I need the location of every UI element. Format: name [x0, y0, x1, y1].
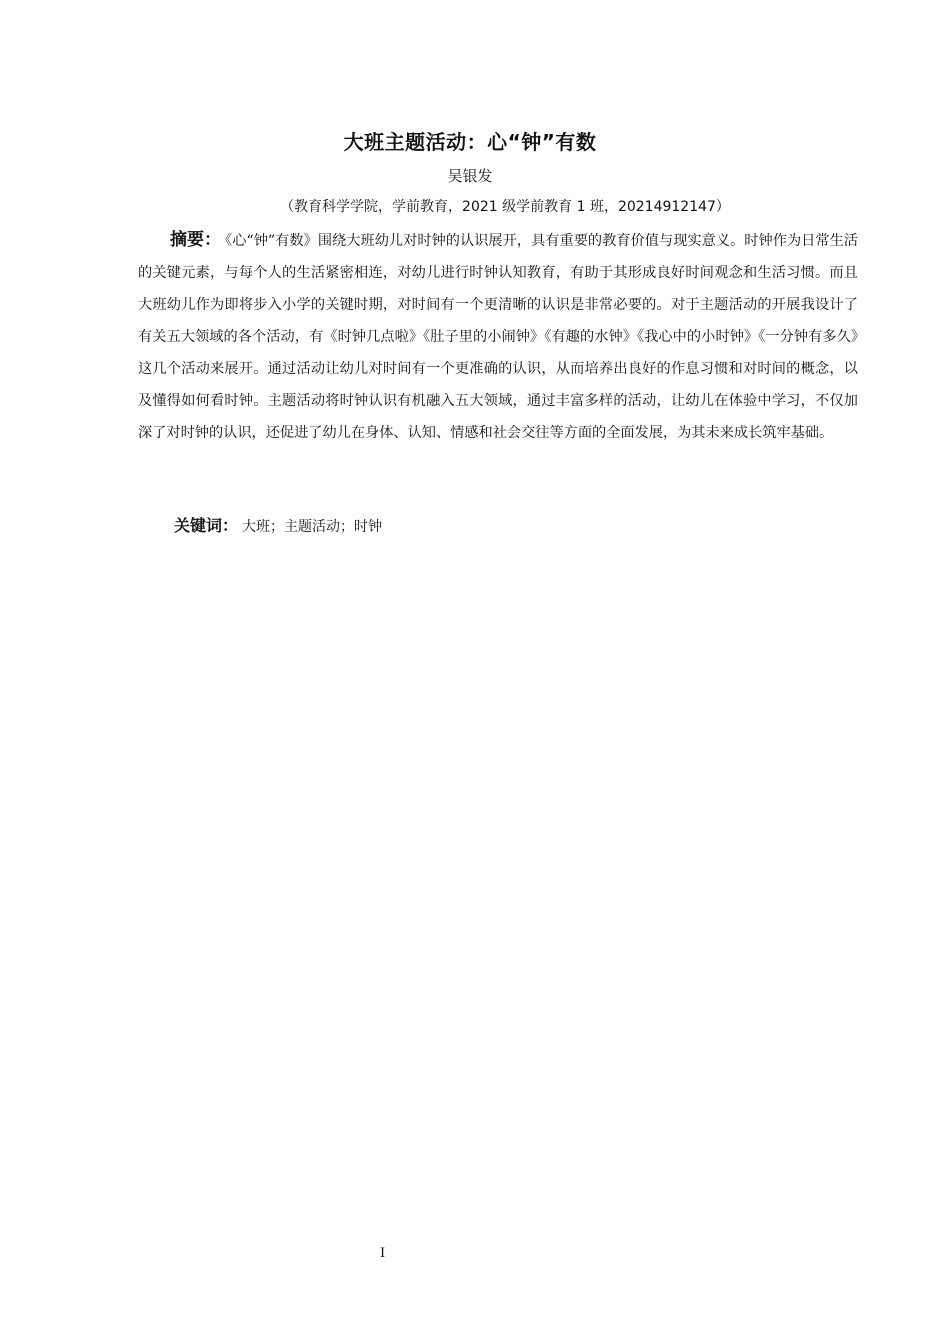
page-number: I: [380, 1246, 386, 1261]
author-affiliation: （教育科学学院，学前教育，2021 级学前教育 1 班，20214912147）: [280, 199, 730, 215]
keywords-line: [174, 512, 382, 541]
abstract-paragraph: [138, 224, 858, 449]
keywords-text: 大班；主题活动；时钟: [242, 519, 383, 535]
keywords-label: 关键词：: [174, 516, 239, 535]
abstract-text: 《心“钟”有数》围绕大班幼儿对时钟的认识展开，具有重要的教育价值与现实意义。时钟作为日常生活的关键元素，与每个人的生活紧密相连，对幼儿进行时钟认知教育，有助于其形成良好时间观念和生活习惯。而且大班幼儿作为即将步入小学的关键时期，对时间有一个更清晰的认识是非常必要的。对于主题活动的开展我设计了有关五大领域的各个活动，有《时钟几点啦》《肚子里的小闹钟》《有趣的水钟》《我心中的小时钟》《一分钟有多久》这几个活动来展开。通过活动让幼儿对时间有一个更准确的认识，从而培养出良好的作息习惯和对时间的概念，以及懂得如何看时钟。主题活动将时钟认识有机融入五大领域，通过丰富多样的活动，让幼儿在体验中学习，不仅加深了对时钟的认识，还促进了幼儿在身体、认知、情感和社会交往等方面的全面发展，为其未来成长筑牢基础。: [138, 233, 858, 441]
abstract-label: 摘要：: [170, 230, 222, 250]
author-name: 吴银发: [447, 167, 493, 185]
document-title: 大班主题活动：心“钟”有数: [343, 130, 597, 154]
